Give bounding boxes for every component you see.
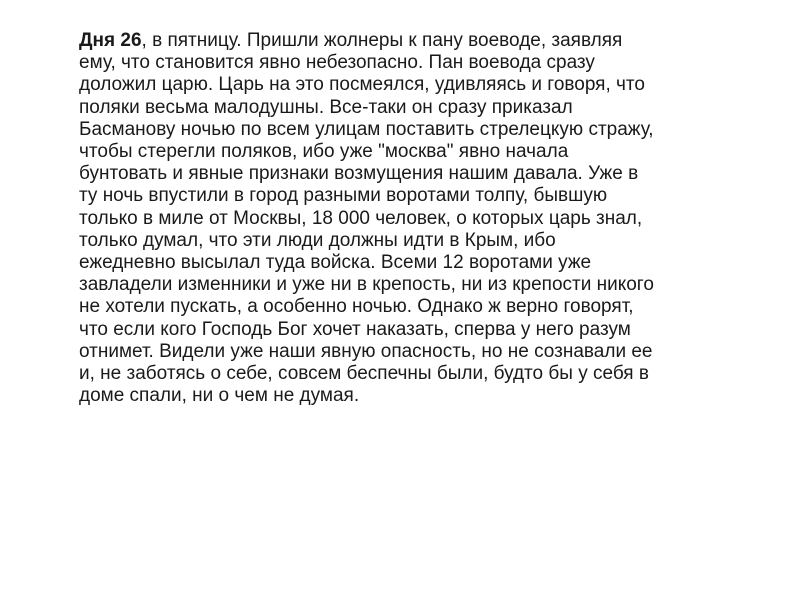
text-line-5: Басманову ночью по всем улицам поставить стрелецкую стражу, [79, 118, 654, 140]
body-paragraph [79, 30, 759, 407]
text-line-7: бунтовать и явные признаки возмущения нашим давала. Уже в [79, 163, 639, 185]
text-line-1 [79, 30, 759, 52]
text-line-16: и, не заботясь о себе, совсем беспечны были, будто бы у себя в [79, 363, 649, 385]
text-line-9: только в миле от Москвы, 18 000 человек, о которых царь знал, [79, 207, 643, 229]
text-line-2: ему, что становится явно небезопасно. Пан воевода сразу [79, 52, 595, 74]
text-line-4: поляки весьма малодушны. Все-таки он сразу приказал [79, 96, 573, 118]
text-line-17: доме спали, ни о чем не думая. [79, 385, 360, 407]
text-line-1-rest: , в пятницу. Пришли жолнеры к пану воеводе, заявляя [141, 30, 623, 51]
text-line-12: завладели изменники и уже ни в крепость, ни из крепости никого [79, 274, 654, 296]
text-line-14: что если кого Господь Бог хочет наказать, сперва у него разум [79, 318, 631, 340]
text-line-6: чтобы стерегли поляков, ибо уже "москва" явно начала [79, 141, 569, 163]
text-line-8: ту ночь впустили в город разными воротами толпу, бывшую [79, 185, 608, 207]
text-line-13: не хотели пускать, а особенно ночью. Однако ж верно говорят, [79, 296, 634, 318]
day-heading: Дня 26 [79, 30, 142, 51]
text-line-11: ежедневно высылал туда войска. Всеми 12 воротами уже [79, 252, 592, 274]
text-line-10: только думал, что эти люди должны идти в Крым, ибо [79, 229, 556, 251]
text-line-3: доложил царю. Царь на это посмеялся, удивляясь и говоря, что [79, 74, 645, 96]
text-line-15: отнимет. Видели уже наши явную опасность, но не сознавали ее [79, 340, 653, 362]
